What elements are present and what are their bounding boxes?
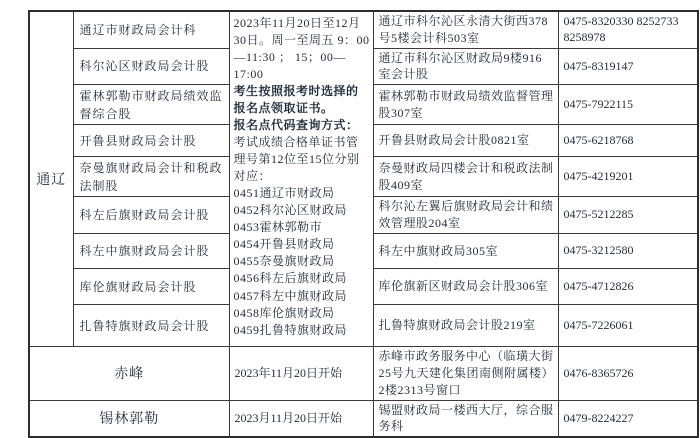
phone-cell: 0475-8320330 8252733 8258978: [558, 11, 698, 48]
phone-cell: 0479-8224227: [558, 400, 698, 437]
notice-schedule: 2023年11月20日至12月30日。周一至周五 9：00—11:30 ； 15；00—17:00: [233, 16, 370, 82]
dept-cell: 通辽市财政局会计科: [73, 11, 229, 48]
notice-code: 0452科尔沁区财政局: [233, 203, 348, 218]
notice-code: 0456科左后旗财政局: [233, 271, 348, 286]
dept-cell: 扎鲁特旗财政局会计股: [73, 305, 229, 347]
phone-cell: 0475-4219201: [558, 157, 698, 197]
address-cell: 赤峰市政务服务中心（临璜大街25号九天建化集团南侧附属楼）2楼2313号窗口: [373, 347, 558, 400]
date-cell: 2023年11月20日开始: [229, 347, 373, 400]
phone-cell: 0475-3212580: [558, 234, 698, 269]
phone-cell: 0475-4712826: [558, 269, 698, 305]
address-cell: 通辽市科尔沁区财政局9楼916室会计股: [373, 48, 558, 85]
address-cell: 霍林郭勒市财政局绩效监督管理股307室: [373, 85, 558, 125]
address-cell: 开鲁县财政局会计股0821室: [373, 125, 558, 157]
region-cell-chifeng: 赤峰: [29, 347, 229, 400]
address-cell: 库伦旗新区财政局会计股306室: [373, 269, 558, 305]
notice-code: 0458库伦旗财政局: [233, 305, 335, 320]
address-cell: 通辽市科尔沁区永清大街西378号5楼会计科503室: [373, 11, 558, 48]
phone-cell: 0476-8365726: [558, 347, 698, 400]
phone-cell: 0475-7226061: [558, 305, 698, 347]
notice-cell-tongliao: [229, 11, 373, 347]
notice-code: 0454开鲁县财政局: [233, 237, 335, 252]
dept-cell: 霍林郭勒市财政局绩效监督综合股: [73, 85, 229, 125]
dept-cell: 科左中旗财政局会计股: [73, 234, 229, 269]
dept-cell: 开鲁县财政局会计股: [73, 125, 229, 157]
date-cell: 2023月11月20日开始: [229, 400, 373, 437]
region-cell-tongliao: 通辽: [29, 11, 73, 347]
address-cell: 科左中旗财政局305室: [373, 234, 558, 269]
certificate-pickup-table: [28, 10, 699, 438]
table-row: [29, 347, 698, 400]
table-row: [29, 400, 698, 437]
phone-cell: 0475-7922115: [558, 85, 698, 125]
address-cell: 锡盟财政局一楼西大厅，综合服务科: [373, 400, 558, 437]
phone-cell: 0475-8319147: [558, 48, 698, 85]
address-cell: 奈曼财政局四楼会计和税政法制股409室: [373, 157, 558, 197]
dept-cell: 库伦旗财政局会计股: [73, 269, 229, 305]
address-cell: 扎鲁特旗财政局会计股219室: [373, 305, 558, 347]
notice-code: 0455奈曼旗财政局: [233, 254, 335, 269]
notice-pickup: 考生按照报考时选择的报名点领取证书。: [233, 84, 359, 116]
notice-code: 0457科左中旗财政局: [233, 288, 348, 303]
notice-code: 0451通辽市财政局: [233, 186, 335, 201]
phone-cell: 0475-5212285: [558, 197, 698, 234]
address-cell: 科尔沁左翼后旗财政局会计和绩效管理股204室: [373, 197, 558, 234]
notice-mapping-intro: 考试成绩合格单证书管理号第12位至15位分别对应：: [233, 135, 360, 184]
dept-cell: 科左后旗财政局会计股: [73, 197, 229, 234]
notice-code: 0453霍林郭勒市: [233, 220, 323, 235]
notice-code-query: 报名点代码查询方式：: [233, 118, 359, 133]
dept-cell: 科尔沁区财政局会计股: [73, 48, 229, 85]
notice-code: 0459扎鲁特旗财政局: [233, 322, 348, 337]
table-row: [29, 11, 698, 48]
region-cell-xilinguole: 锡林郭勒: [29, 400, 229, 437]
phone-cell: 0475-6218768: [558, 125, 698, 157]
dept-cell: 奈曼旗财政局会计和税政法制股: [73, 157, 229, 197]
